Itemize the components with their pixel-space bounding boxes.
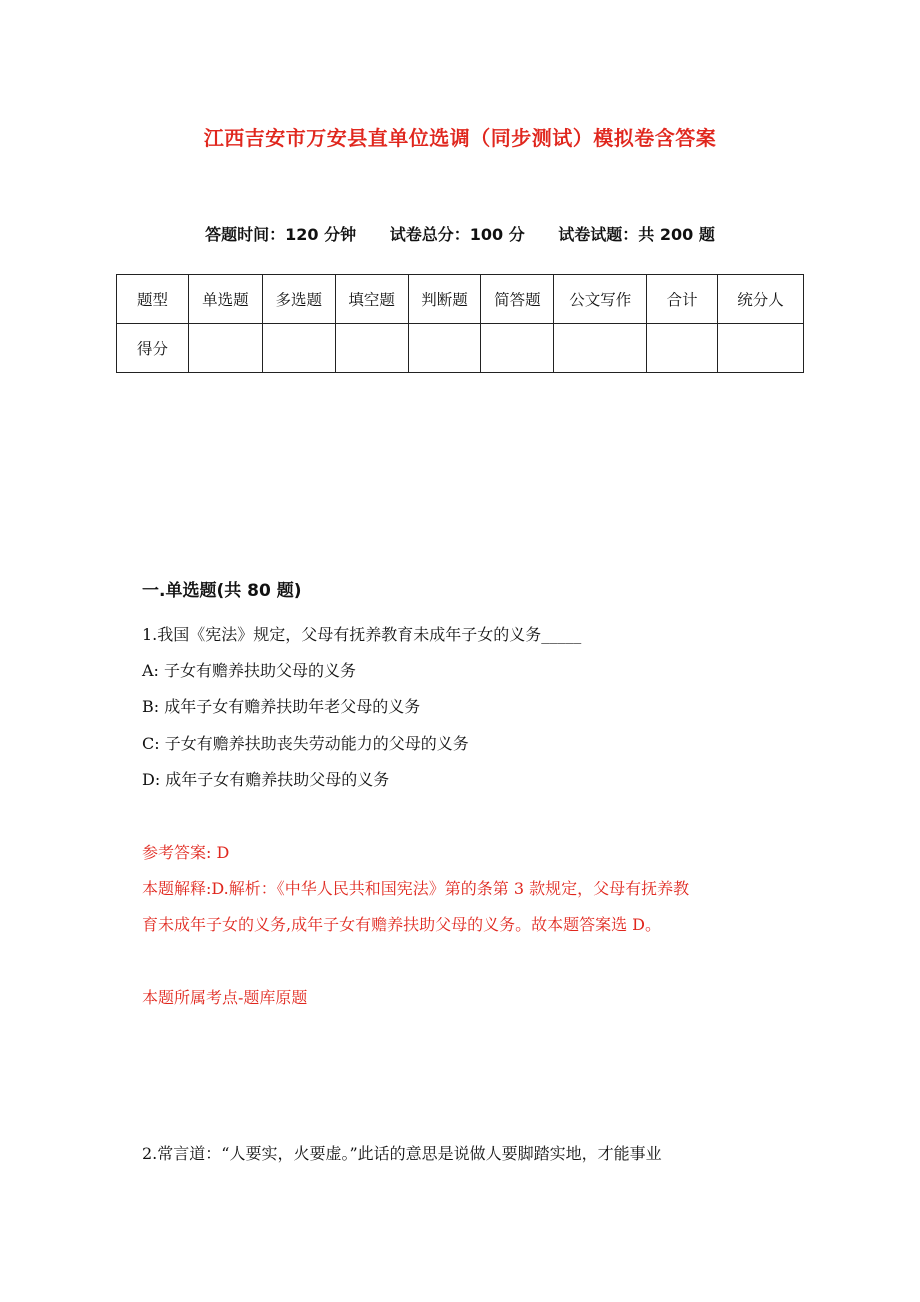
score-cell — [335, 324, 408, 373]
exam-time: 答题时间：120 分钟 — [205, 225, 357, 244]
question-1-explanation-line-1: 本题解释:D.解析：《中华人民共和国宪法》第的条第 3 款规定，父母有抚养教 — [142, 879, 690, 898]
score-row-label: 得分 — [117, 324, 189, 373]
score-cell — [718, 324, 804, 373]
exam-meta — [0, 222, 920, 245]
score-cell — [554, 324, 647, 373]
question-1-answer: 参考答案: D — [142, 843, 230, 862]
question-1-stem: 1.我国《宪法》规定，父母有抚养教育未成年子女的义务_____ — [142, 625, 582, 644]
score-table — [116, 274, 804, 373]
score-cell — [408, 324, 481, 373]
header-cell: 简答题 — [481, 275, 554, 324]
header-cell: 判断题 — [408, 275, 481, 324]
score-cell — [188, 324, 262, 373]
score-cell — [481, 324, 554, 373]
question-2-stem: 2.常言道：“人要实，火要虚。”此话的意思是说做人要脚踏实地，才能事业 — [142, 1144, 662, 1163]
header-cell: 公文写作 — [554, 275, 647, 324]
section-title: 一.单选题(共 80 题) — [142, 581, 302, 601]
score-table-header-row — [117, 275, 804, 324]
exam-question-count: 试卷试题：共 200 题 — [558, 225, 715, 244]
score-table-score-row — [117, 324, 804, 373]
header-cell: 填空题 — [335, 275, 408, 324]
question-1-topic: 本题所属考点-题库原题 — [142, 988, 308, 1007]
header-cell: 统分人 — [718, 275, 804, 324]
question-1-option-c: C: 子女有赡养扶助丧失劳动能力的父母的义务 — [142, 734, 469, 753]
header-cell: 题型 — [117, 275, 189, 324]
header-cell: 合计 — [647, 275, 718, 324]
document-title: 江西吉安市万安县直单位选调（同步测试）模拟卷含答案 — [203, 126, 717, 150]
header-cell: 单选题 — [188, 275, 262, 324]
question-1-explanation-line-2: 育未成年子女的义务,成年子女有赡养扶助父母的义务。故本题答案选 D。 — [142, 915, 662, 934]
score-cell — [647, 324, 718, 373]
question-1-option-d: D: 成年子女有赡养扶助父母的义务 — [142, 770, 390, 789]
question-1-option-a: A: 子女有赡养扶助父母的义务 — [142, 661, 357, 680]
score-cell — [262, 324, 335, 373]
exam-total-score: 试卷总分：100 分 — [389, 225, 525, 244]
question-1-option-b: B: 成年子女有赡养扶助年老父母的义务 — [142, 697, 421, 716]
header-cell: 多选题 — [262, 275, 335, 324]
